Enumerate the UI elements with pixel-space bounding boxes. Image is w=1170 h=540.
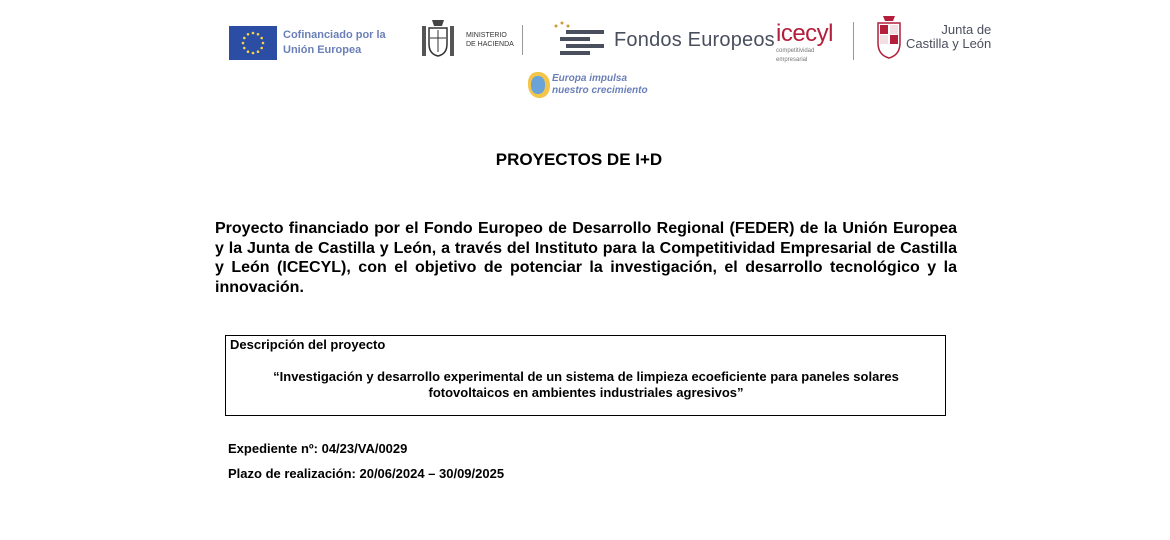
ministerio-hacienda-logo <box>418 18 523 62</box>
europa-impulsa-text <box>552 73 648 97</box>
logo-header <box>0 12 1170 72</box>
junta-line-2: Castilla y León <box>906 36 992 51</box>
europe-map-icon <box>528 72 550 98</box>
fondos-europeos-logo <box>552 20 775 60</box>
junta-text <box>906 23 991 51</box>
ministerio-line-2: DE HACIENDA <box>466 41 514 48</box>
description-heading: Descripción del proyecto <box>230 337 386 352</box>
eu-flag-icon <box>229 26 277 60</box>
funding-statement: Proyecto financiado por el Fondo Europeo de Desarrollo Regional (FEDER) de la Unión Europea y la Junta de Castilla y León, a través del Instituto para la Competitividad Empresarial de Castilla y León (ICECYL), con el objetivo de potenciar la investigación, el desarrollo tecnológico y la innovación. <box>215 220 957 296</box>
icecyl-logo <box>776 22 854 64</box>
logo-divider <box>853 22 854 60</box>
plazo-realizacion: Plazo de realización: 20/06/2024 – 30/09/2025 <box>228 466 505 481</box>
expediente-number: Expediente nº: 04/23/VA/0029 <box>228 441 408 456</box>
icecyl-subtitle-2: empresarial <box>776 57 808 63</box>
project-description-box <box>225 335 946 416</box>
europa-impulsa-logo <box>528 72 648 98</box>
icecyl-subtitle-1: competitividad <box>776 48 815 54</box>
junta-castilla-leon-logo <box>876 14 991 60</box>
description-body: “Investigación y desarrollo experimental de un sistema de limpieza ecoeficiente para paneles solares fotovoltaicos en ambientes industriales agresivos” <box>273 369 899 400</box>
spain-coat-of-arms-icon <box>418 18 458 62</box>
fondos-europeos-text: Fondos Europeos <box>614 28 775 51</box>
page-title: PROYECTOS DE I+D <box>495 150 663 169</box>
fondos-europeos-icon <box>552 20 608 60</box>
eu-logo-text: Cofinanciado por la Unión Europea <box>283 29 386 56</box>
castilla-leon-shield-icon <box>876 14 902 60</box>
europa-line-1: Europa impulsa <box>552 73 628 84</box>
ministerio-text <box>466 25 523 55</box>
europa-line-2: nuestro crecimiento <box>552 85 648 96</box>
icecyl-wordmark: icecyl <box>776 20 834 47</box>
ministerio-line-1: MINISTERIO <box>466 32 507 39</box>
junta-line-1: Junta de <box>941 22 992 37</box>
eu-cofinanced-logo <box>229 26 393 60</box>
